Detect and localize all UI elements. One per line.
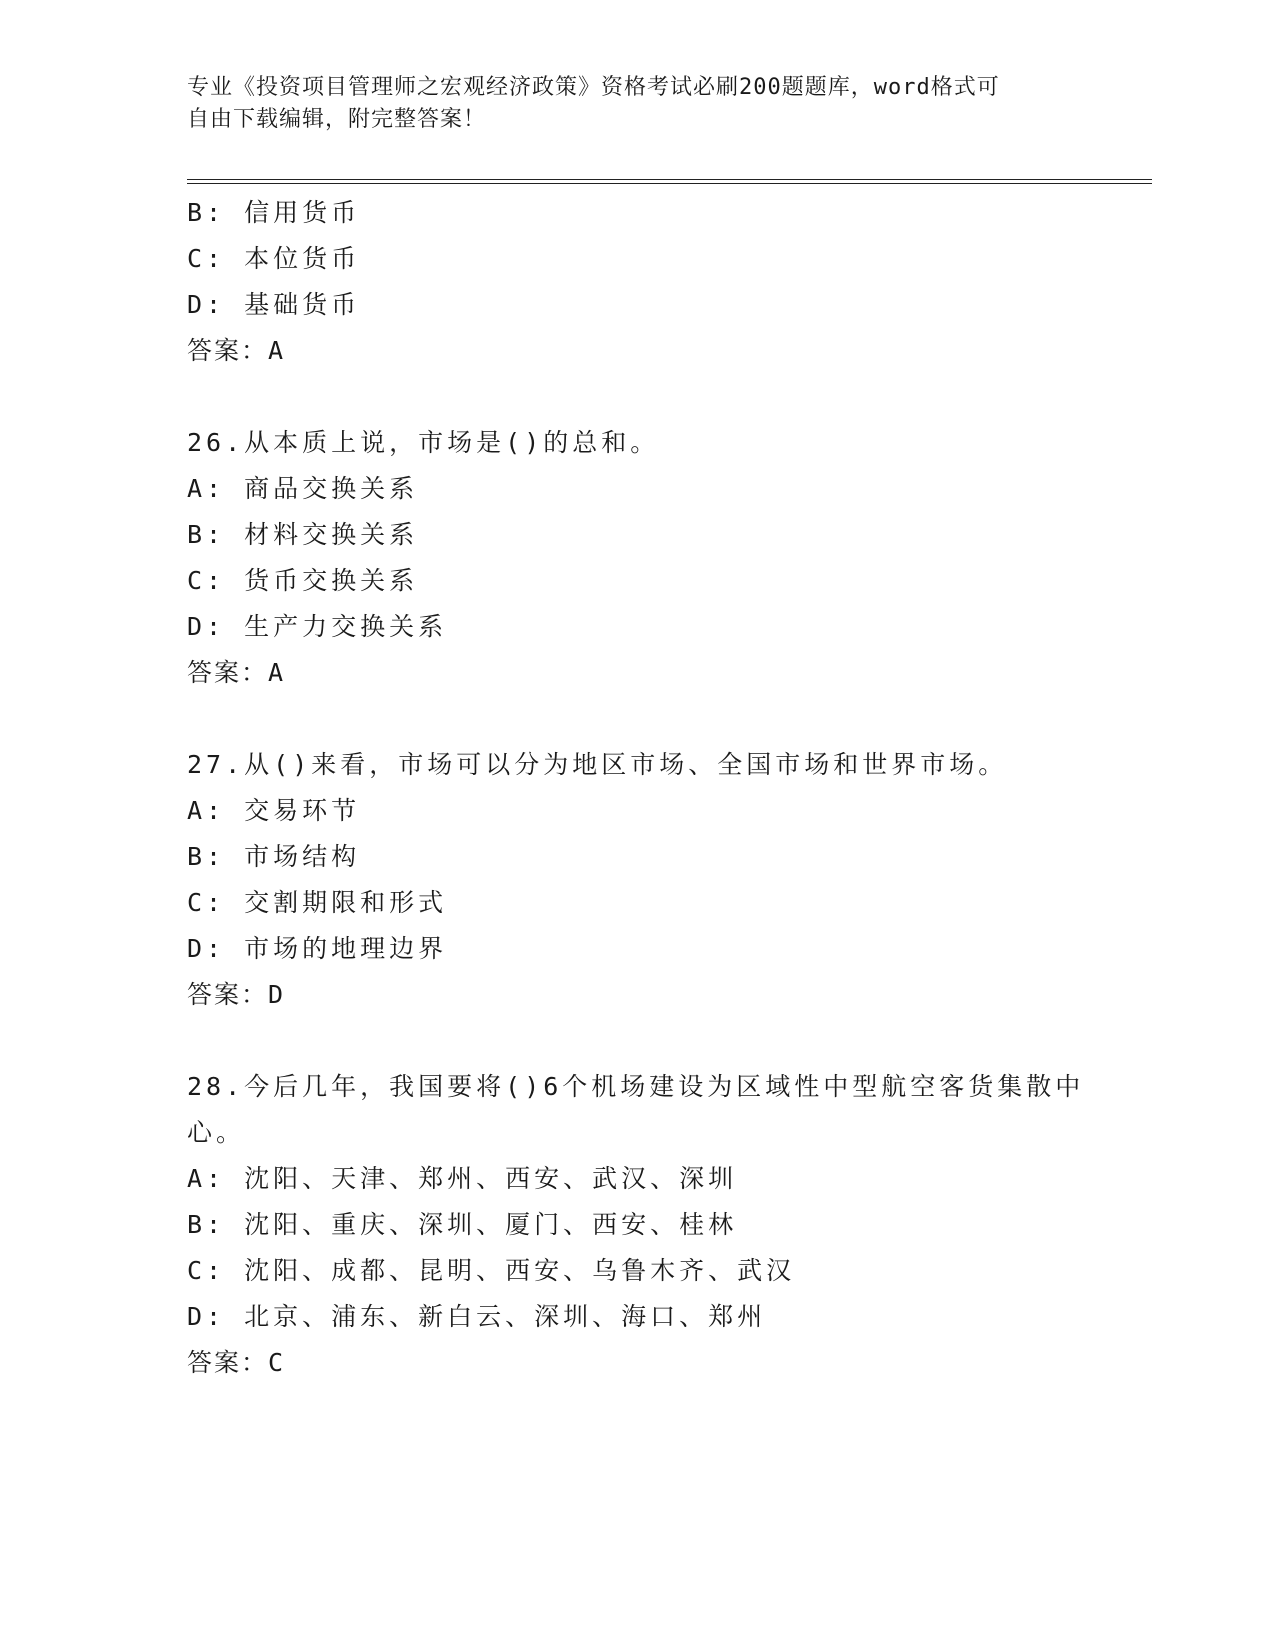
option-a: A: 交易环节: [187, 796, 361, 825]
question-text-line-1: 28.今后几年，我国要将()6个机场建设为区域性中型航空客货集散中: [187, 1072, 1085, 1101]
option-c: C: 货币交换关系: [187, 566, 419, 595]
answer: 答案：C: [187, 1348, 286, 1377]
option-b: B: 市场结构: [187, 842, 361, 871]
spacer: [187, 374, 1152, 420]
answer: 答案：A: [187, 658, 286, 687]
option-c: C: 本位货币: [187, 244, 361, 273]
option-c: C: 交割期限和形式: [187, 888, 448, 917]
question-text: 27.从()来看，市场可以分为地区市场、全国市场和世界市场。: [187, 750, 1008, 779]
spacer: [187, 696, 1152, 742]
option-c: C: 沈阳、成都、昆明、西安、乌鲁木齐、武汉: [187, 1256, 796, 1285]
option-d: D: 市场的地理边界: [187, 934, 448, 963]
option-d: D: 基础货币: [187, 290, 361, 319]
header-line-1: 专业《投资项目管理师之宏观经济政策》资格考试必刷200题题库，word格式可: [187, 75, 1000, 100]
header-divider-top: [187, 179, 1152, 180]
spacer: [187, 1018, 1152, 1064]
option-b: B: 材料交换关系: [187, 520, 419, 549]
option-d: D: 生产力交换关系: [187, 612, 448, 641]
question-27: [187, 742, 1152, 1018]
answer: 答案：A: [187, 336, 286, 365]
question-list: [187, 190, 1152, 1386]
option-a: A: 商品交换关系: [187, 474, 419, 503]
option-a: A: 沈阳、天津、郑州、西安、武汉、深圳: [187, 1164, 738, 1193]
question-text: 26.从本质上说，市场是()的总和。: [187, 428, 660, 457]
answer: 答案：D: [187, 980, 286, 1009]
header-line-2: 自由下载编辑，附完整答案！: [187, 107, 487, 132]
document-header: [187, 72, 1067, 136]
option-b: B: 沈阳、重庆、深圳、厦门、西安、桂林: [187, 1210, 738, 1239]
question-26: [187, 420, 1152, 696]
option-d: D: 北京、浦东、新白云、深圳、海口、郑州: [187, 1302, 767, 1331]
option-b: B: 信用货币: [187, 198, 361, 227]
question-28: [187, 1064, 1152, 1386]
question-25-partial: [187, 190, 1152, 374]
question-text-line-2: 心。: [187, 1118, 246, 1147]
header-divider-bottom: [187, 183, 1152, 184]
